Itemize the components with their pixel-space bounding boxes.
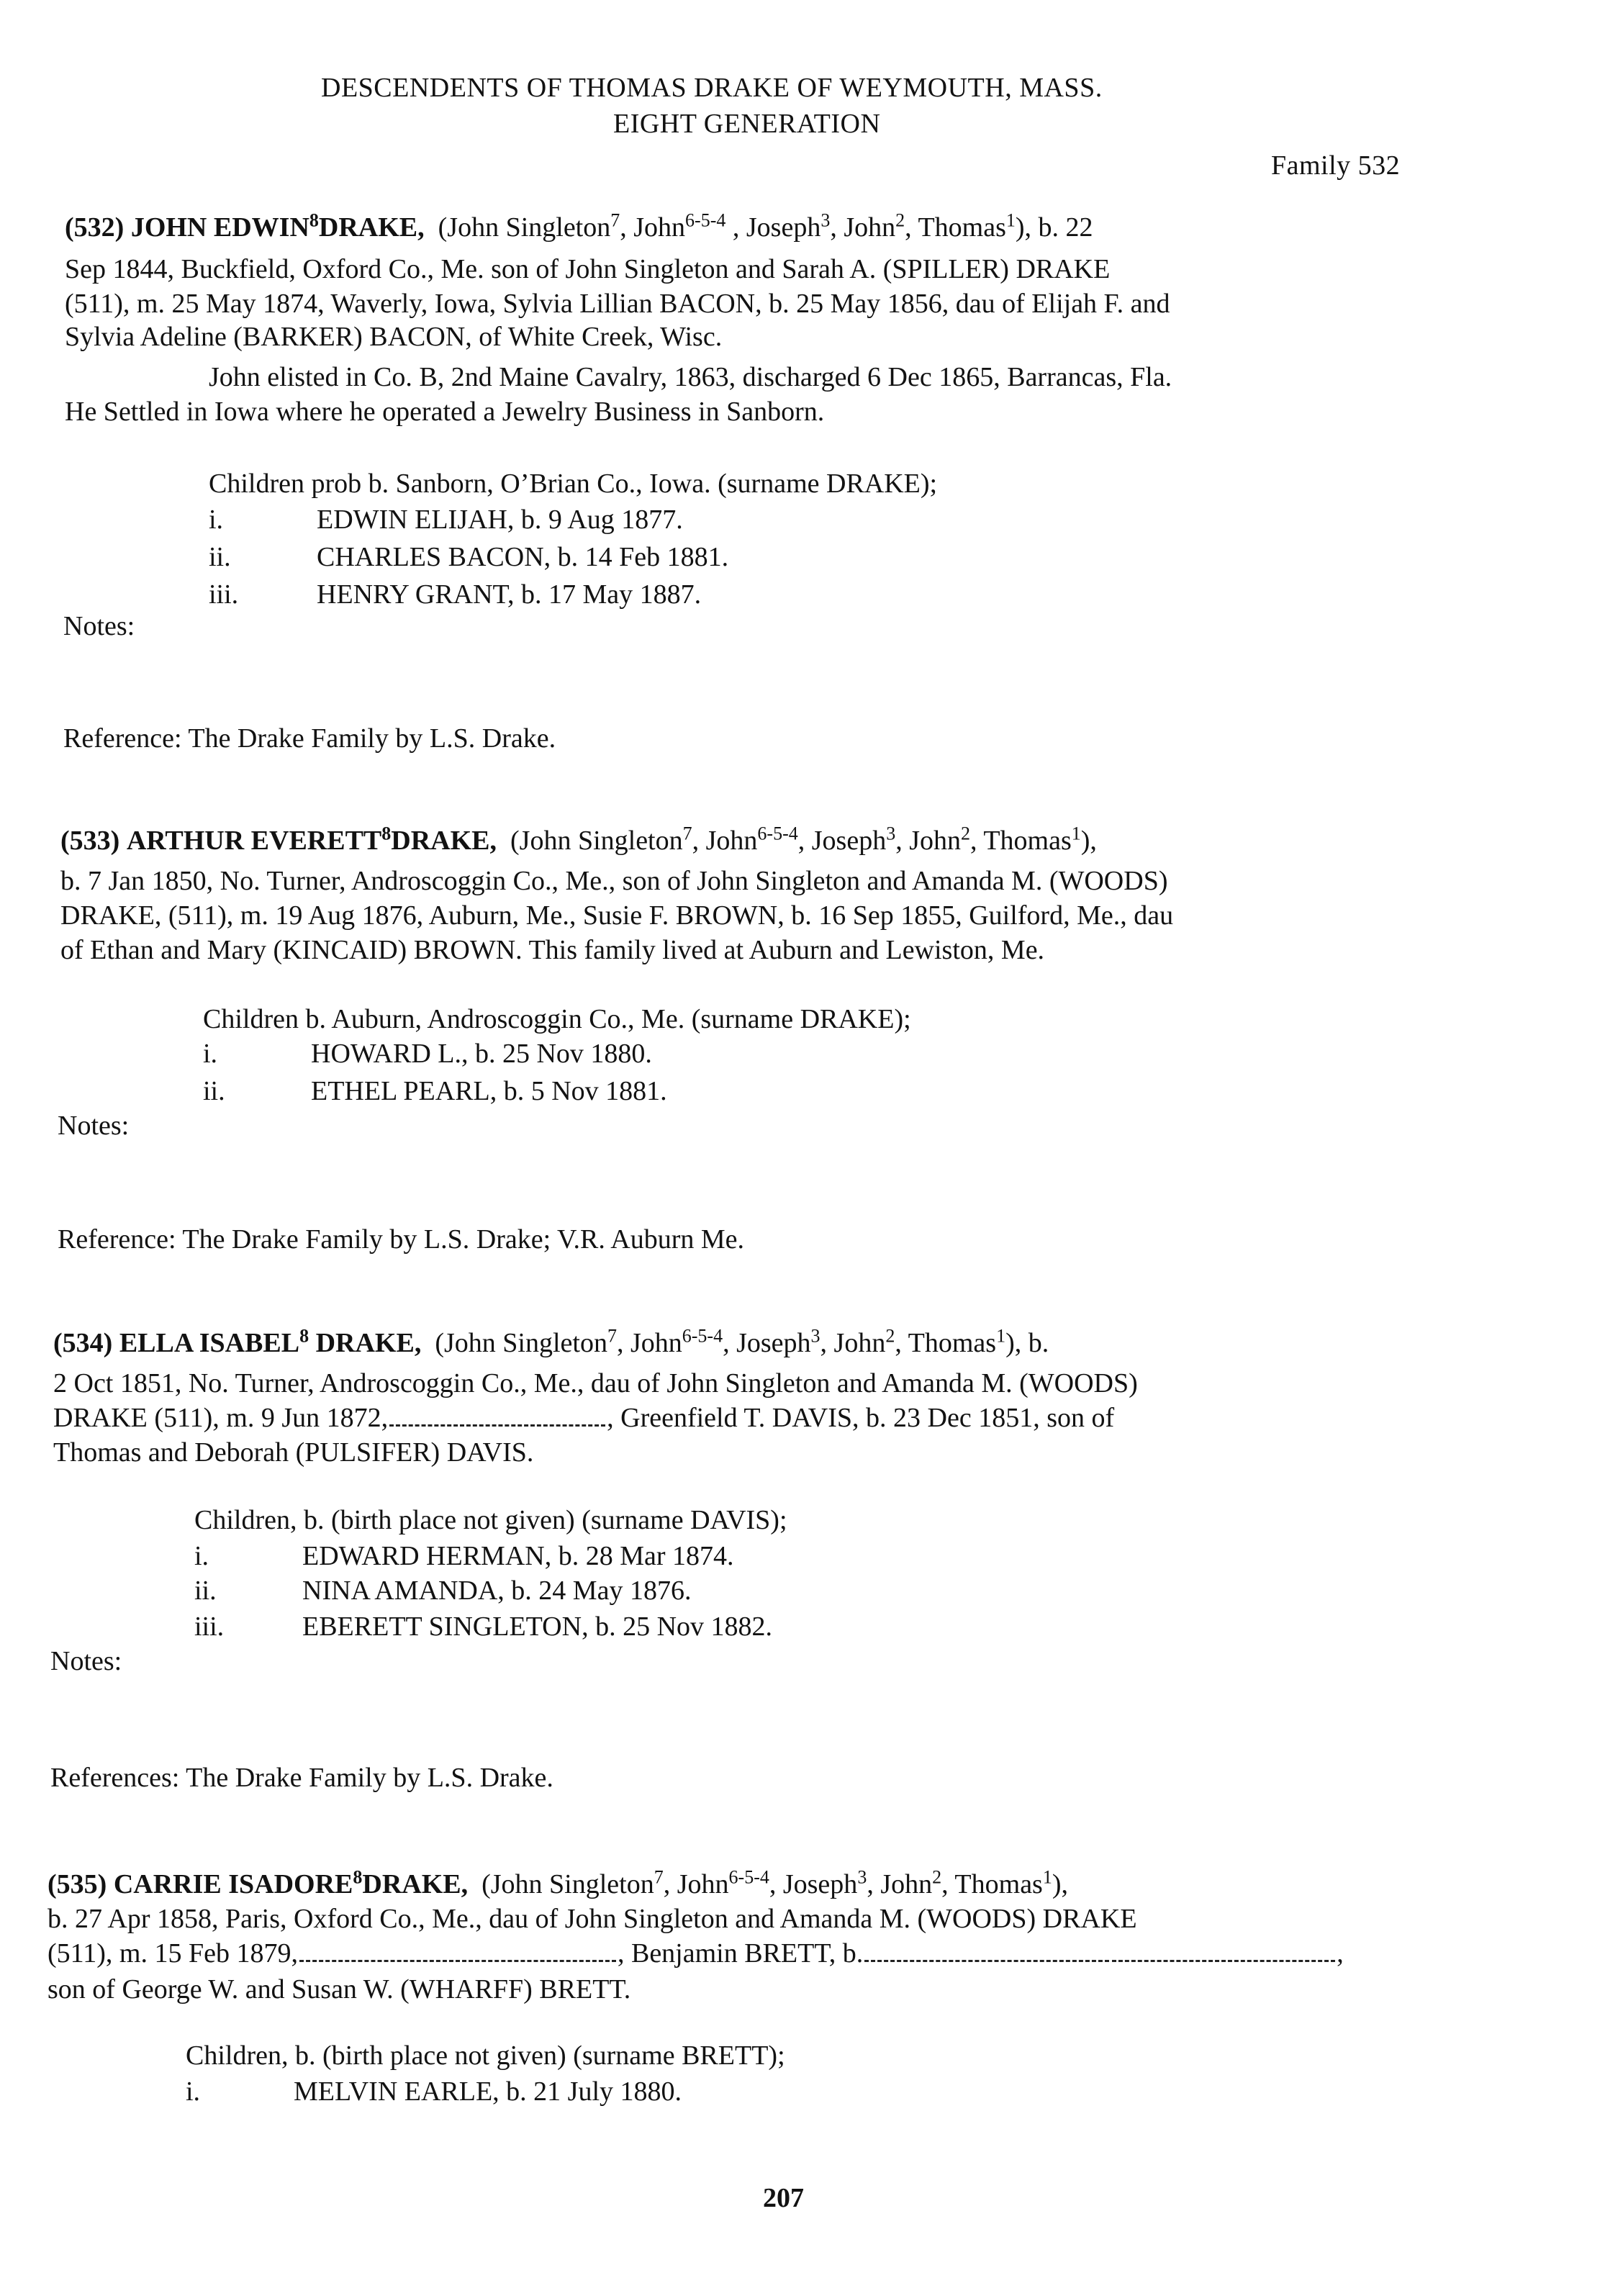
lineage-superscript: 2: [961, 823, 970, 844]
entry-number: (535): [48, 1869, 107, 1899]
blank-line: [299, 1945, 616, 1962]
lineage-text: , Thomas: [895, 1328, 997, 1358]
lineage-text: , John: [895, 826, 961, 856]
generation-superscript: 8: [381, 823, 392, 844]
child-entry: EDWIN ELIJAH, b. 9 Aug 1877.: [317, 505, 683, 535]
notes-label: Notes:: [63, 611, 135, 641]
generation-superscript: 8: [353, 1866, 363, 1888]
entry-surname: DRAKE,: [318, 212, 425, 243]
entry-532-line-5: John elisted in Co. B, 2nd Maine Cavalry, 1863, discharged 6 Dec 1865, Barrancas, Fla.: [209, 362, 1172, 392]
spouse-text: , Benjamin BRETT, b.: [617, 1938, 864, 1969]
lineage-text: , John: [867, 1869, 933, 1899]
child-number: ii.: [203, 1076, 225, 1106]
entry-534-line-2: 2 Oct 1851, No. Turner, Androscoggin Co., Me., dau of John Singleton and Amanda M. (WOODS): [53, 1368, 1138, 1398]
family-number: Family 532: [1271, 150, 1401, 181]
entry-532-line-4: Sylvia Adeline (BARKER) BACON, of White Creek, Wisc.: [65, 322, 723, 352]
entry-name: ELLA ISABEL: [119, 1328, 300, 1358]
lineage-text: (John Singleton: [510, 826, 683, 856]
entry-534-line-1: [53, 1327, 1049, 1359]
notes-label: Notes:: [58, 1111, 130, 1141]
child-number: i.: [186, 2076, 201, 2107]
lineage-superscript: 7: [610, 209, 620, 231]
lineage-text: , Thomas: [905, 212, 1006, 243]
lineage-superscript: 7: [607, 1325, 617, 1347]
entry-532-line-1: [65, 209, 1093, 243]
child-entry: MELVIN EARLE, b. 21 July 1880.: [294, 2076, 682, 2107]
child-number: iii.: [194, 1612, 225, 1642]
child-number: i.: [194, 1541, 209, 1571]
child-number: i.: [209, 505, 224, 535]
entry-533-line-4: of Ethan and Mary (KINCAID) BROWN. This family lived at Auburn and Lewiston, Me.: [60, 935, 1045, 965]
children-intro: Children, b. (birth place not given) (surname BRETT);: [186, 2040, 785, 2071]
entry-533-line-1: [60, 825, 1097, 857]
child-entry: EBERETT SINGLETON, b. 25 Nov 1882.: [302, 1612, 773, 1642]
entry-533-line-3: DRAKE, (511), m. 19 Aug 1876, Auburn, Me., Susie F. BROWN, b. 16 Sep 1855, Guilford, Me., dau: [60, 900, 1174, 931]
blank-line: [389, 1410, 605, 1427]
lineage-superscript: 7: [682, 823, 692, 844]
header-title: DESCENDENTS OF THOMAS DRAKE OF WEYMOUTH, MASS.: [321, 73, 1103, 103]
lineage-superscript: 3: [886, 823, 896, 844]
lineage-text: (John Singleton: [482, 1869, 654, 1899]
lineage-text: , Thomas: [970, 826, 1072, 856]
blank-line: [864, 1945, 1109, 1962]
lineage-superscript: 3: [810, 1325, 820, 1347]
lineage-superscript: 6-5-4: [685, 209, 726, 231]
child-entry: CHARLES BACON, b. 14 Feb 1881.: [317, 542, 729, 572]
lineage-text: , John: [692, 826, 758, 856]
reference: References: The Drake Family by L.S. Drake.: [50, 1763, 553, 1793]
child-entry: NINA AMANDA, b. 24 May 1876.: [302, 1576, 692, 1606]
lineage-text: , John: [616, 1328, 682, 1358]
entry-535-line-3: [48, 1938, 1344, 1969]
entry-534-line-3: [53, 1402, 1114, 1434]
entry-name: ARTHUR EVERETT: [126, 826, 382, 856]
entry-533-line-2: b. 7 Jan 1850, No. Turner, Androscoggin Co., Me., son of John Singleton and Amanda M. (WOODS): [60, 866, 1168, 896]
entry-surname: DRAKE,: [309, 1328, 422, 1358]
lineage-text: , John: [820, 1328, 886, 1358]
lineage-superscript: 6-5-4: [728, 1866, 769, 1888]
child-entry: HOWARD L., b. 25 Nov 1880.: [311, 1039, 652, 1069]
child-number: i.: [203, 1039, 218, 1069]
reference: Reference: The Drake Family by L.S. Drake.: [63, 723, 556, 754]
spouse-text: , Greenfield T. DAVIS, b. 23 Dec 1851, son of: [607, 1403, 1115, 1433]
lineage-text: , John: [620, 212, 686, 243]
punctuation: ,: [1337, 1938, 1344, 1969]
child-entry: EDWARD HERMAN, b. 28 Mar 1874.: [302, 1541, 734, 1571]
marriage-text: DRAKE (511), m. 9 Jun 1872,: [53, 1403, 389, 1433]
blank-line: [1112, 1945, 1335, 1962]
lineage-superscript: 2: [932, 1866, 942, 1888]
entry-name: CARRIE ISADORE: [113, 1869, 353, 1899]
lineage-text: (John Singleton: [435, 1328, 607, 1358]
generation-superscript: 8: [299, 1325, 309, 1347]
entry-532-line-2: Sep 1844, Buckfield, Oxford Co., Me. son of John Singleton and Sarah A. (SPILLER) DRAKE: [65, 254, 1111, 284]
lineage-superscript: 1: [1005, 209, 1016, 231]
entry-535-line-2: b. 27 Apr 1858, Paris, Oxford Co., Me., dau of John Singleton and Amanda M. (WOODS) DRAKE: [48, 1904, 1137, 1934]
entry-535-line-4: son of George W. and Susan W. (WHARFF) BRETT.: [48, 1974, 631, 2005]
children-intro: Children b. Auburn, Androscoggin Co., Me. (surname DRAKE);: [203, 1004, 911, 1034]
lineage-superscript: 7: [654, 1866, 664, 1888]
lineage-superscript: 6-5-4: [757, 823, 798, 844]
lineage-text: , Thomas: [941, 1869, 1043, 1899]
child-number: iii.: [209, 579, 239, 610]
lineage-text: , Joseph: [769, 1869, 858, 1899]
entry-number: (532): [65, 212, 125, 243]
lineage-text: ),: [1080, 826, 1097, 856]
lineage-superscript: 1: [996, 1325, 1006, 1347]
lineage-text: , Joseph: [723, 1328, 811, 1358]
child-entry: HENRY GRANT, b. 17 May 1887.: [317, 579, 702, 610]
entry-number: (533): [60, 826, 120, 856]
notes-label: Notes:: [50, 1646, 122, 1676]
marriage-text: (511), m. 15 Feb 1879,: [48, 1938, 298, 1969]
lineage-text: ),: [1052, 1869, 1069, 1899]
lineage-superscript: 1: [1042, 1866, 1052, 1888]
lineage-superscript: 2: [895, 209, 905, 231]
entry-name: JOHN EDWIN: [130, 212, 309, 243]
child-number: ii.: [194, 1576, 217, 1606]
lineage-text: ), b. 22: [1015, 212, 1093, 243]
child-number: ii.: [209, 542, 231, 572]
entry-532-line-3: (511), m. 25 May 1874, Waverly, Iowa, Sylvia Lillian BACON, b. 25 May 1856, dau of Elijah F. and: [65, 289, 1170, 319]
entry-number: (534): [53, 1328, 113, 1358]
lineage-text: ), b.: [1005, 1328, 1049, 1358]
lineage-superscript: 3: [820, 209, 831, 231]
entry-surname: DRAKE,: [391, 826, 497, 856]
children-intro: Children prob b. Sanborn, O’Brian Co., Iowa. (surname DRAKE);: [209, 469, 938, 499]
lineage-superscript: 6-5-4: [682, 1325, 723, 1347]
lineage-text: (John Singleton: [438, 212, 611, 243]
lineage-text: , Joseph: [797, 826, 887, 856]
children-intro: Children, b. (birth place not given) (surname DAVIS);: [194, 1505, 787, 1535]
entry-532-line-6: He Settled in Iowa where he operated a Jewelry Business in Sanborn.: [65, 397, 825, 427]
lineage-text: , John: [830, 212, 896, 243]
generation-superscript: 8: [309, 209, 319, 231]
lineage-text: , John: [663, 1869, 729, 1899]
entry-534-line-4: Thomas and Deborah (PULSIFER) DAVIS.: [53, 1437, 534, 1468]
lineage-superscript: 1: [1071, 823, 1081, 844]
child-entry: ETHEL PEARL, b. 5 Nov 1881.: [311, 1076, 667, 1106]
entry-535-line-1: [48, 1868, 1068, 1900]
reference: Reference: The Drake Family by L.S. Drake; V.R. Auburn Me.: [58, 1224, 745, 1255]
lineage-superscript: 2: [885, 1325, 895, 1347]
lineage-text: , Joseph: [725, 212, 821, 243]
page-number: 207: [763, 2183, 804, 2213]
entry-surname: DRAKE,: [362, 1869, 469, 1899]
lineage-superscript: 3: [857, 1866, 867, 1888]
header-subtitle: EIGHT GENERATION: [613, 109, 881, 139]
